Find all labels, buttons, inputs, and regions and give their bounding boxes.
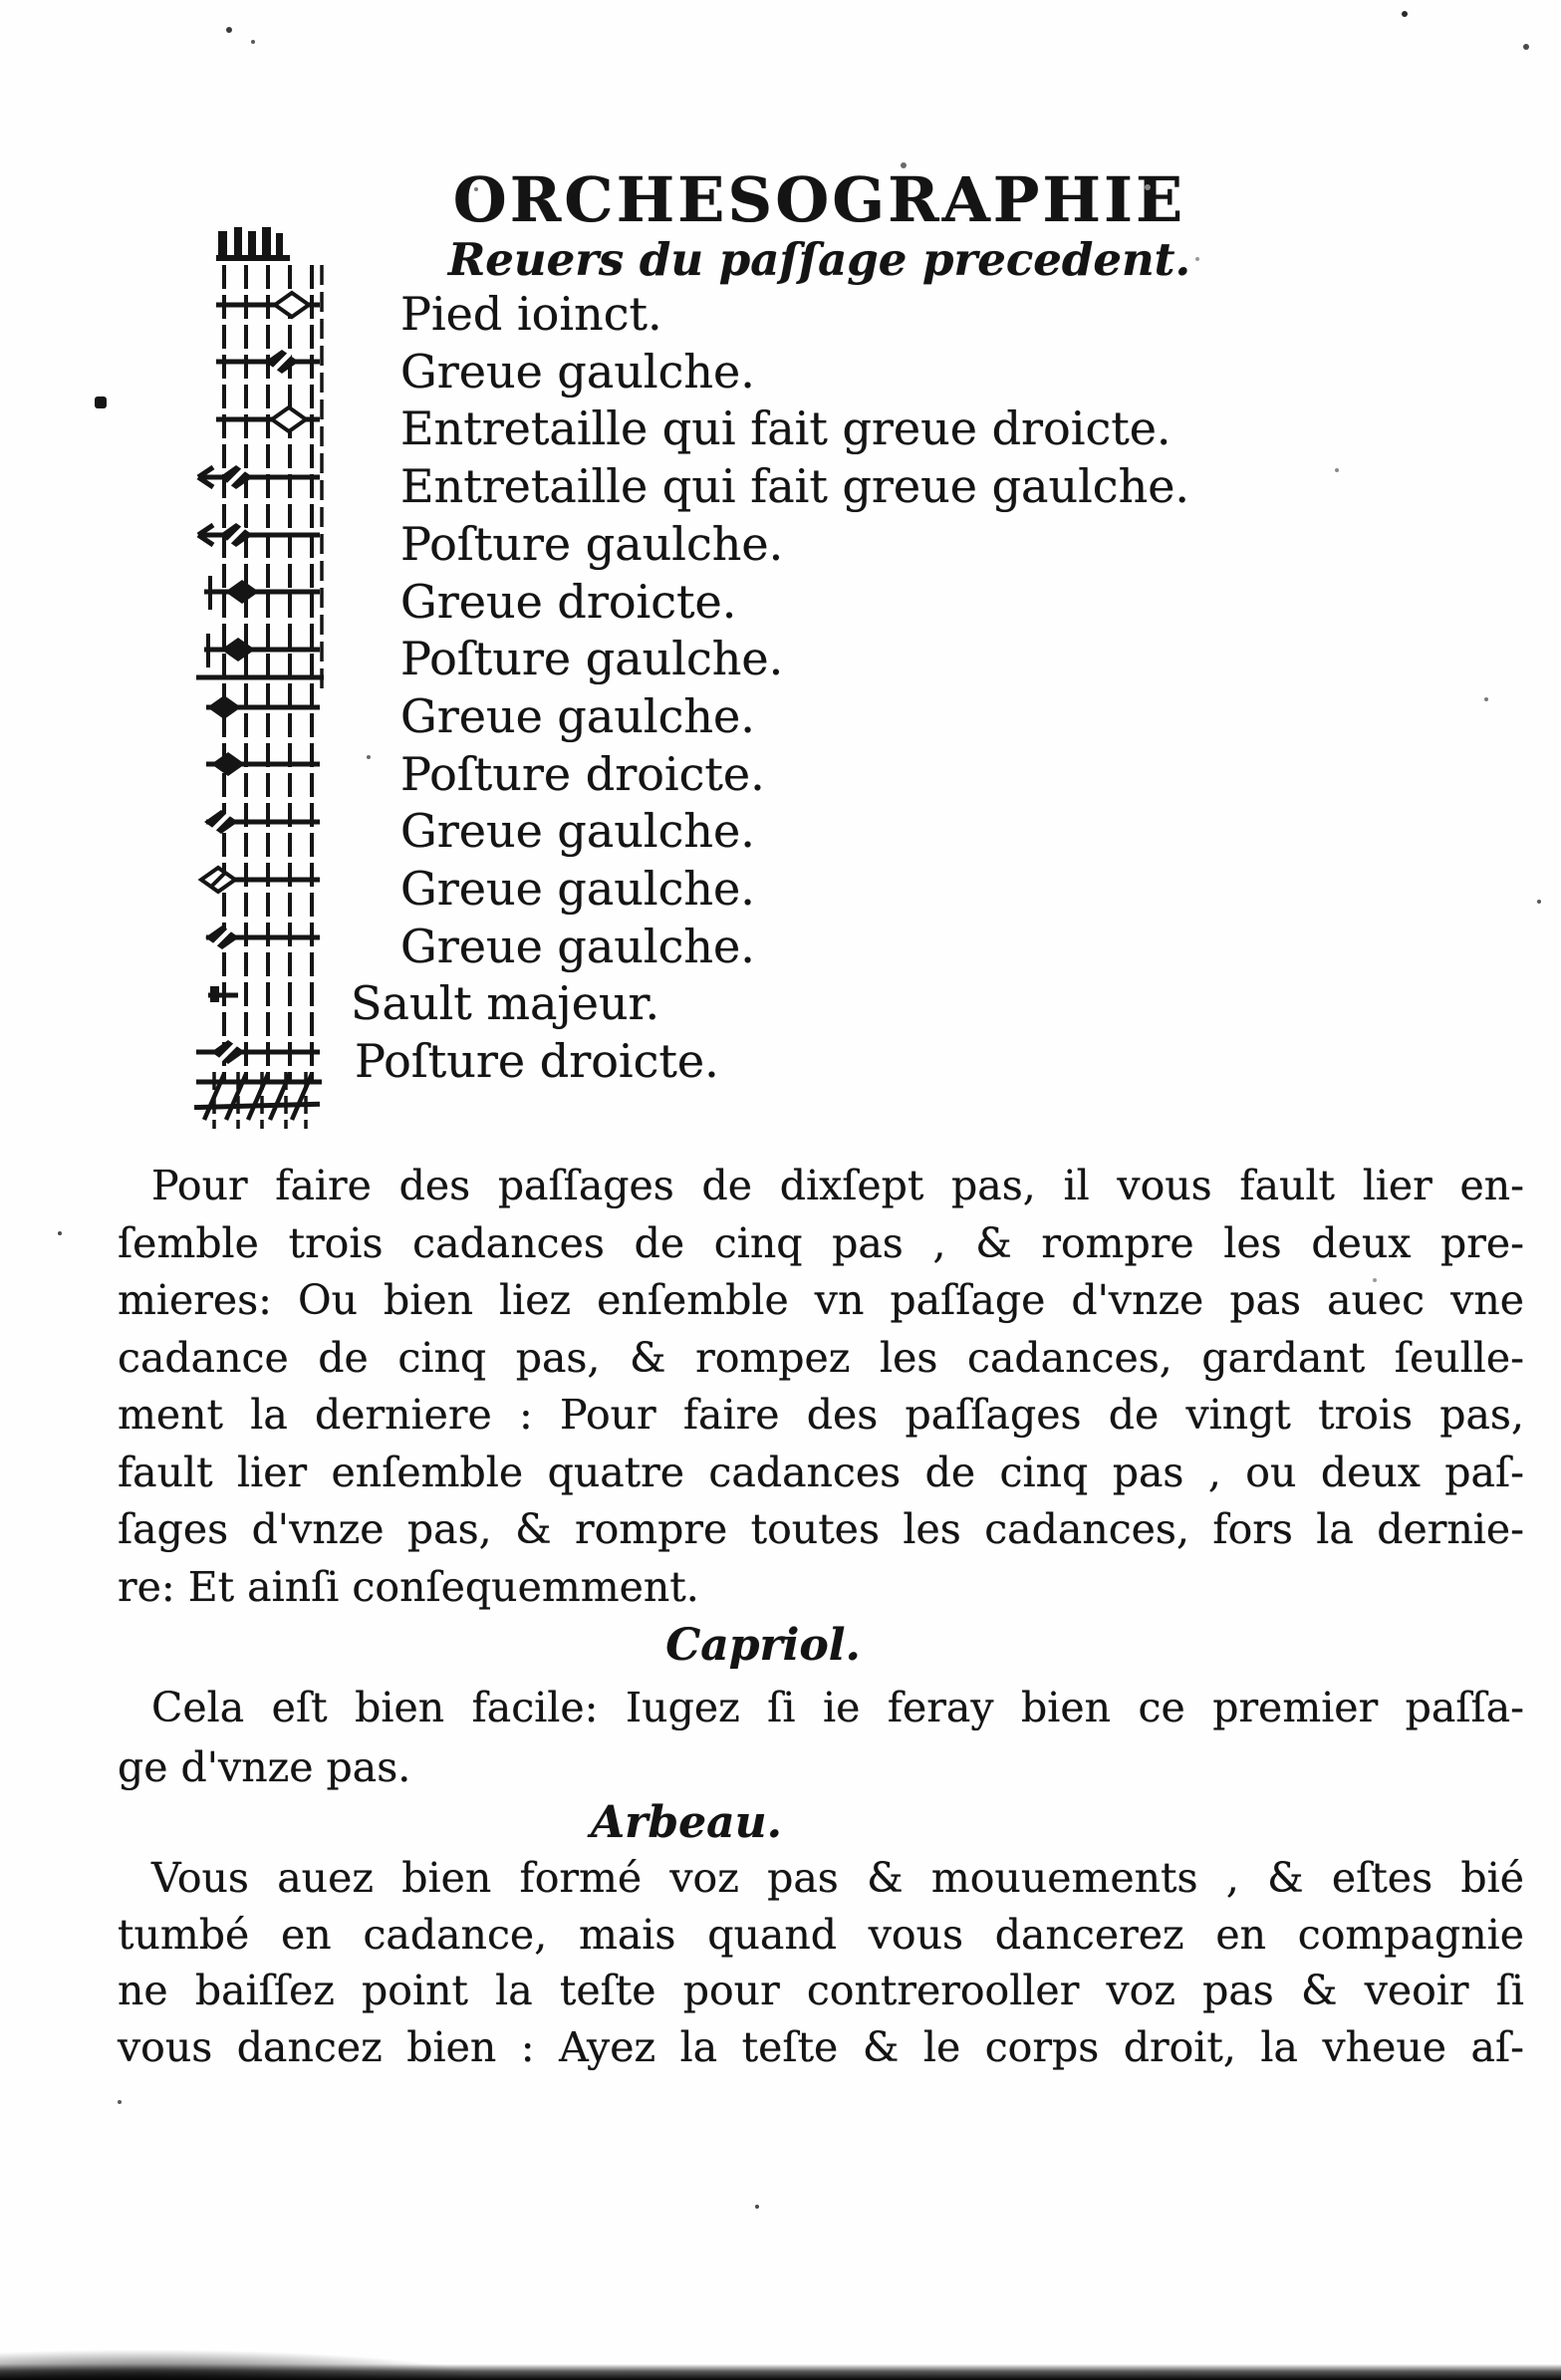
page-title: ORCHESOGRAPHIE: [452, 163, 1186, 236]
paragraph-passages: [118, 1158, 1524, 1616]
dance-step-list: [351, 286, 1190, 1091]
text-line: ge d'vnze pas.: [118, 1743, 411, 1791]
dance-tablature-staff: [194, 227, 324, 1139]
step-label: Entretaille qui fait greue gaulche.: [400, 459, 1190, 514]
step-label: Pied ioinct.: [400, 287, 662, 341]
paragraph-capriol-reply: [118, 1678, 1524, 1797]
step-label: Entretaille qui fait greue droicte.: [400, 401, 1171, 456]
step-label: Greue gaulche.: [400, 344, 755, 398]
speaker-capriol: Capriol.: [665, 1620, 861, 1671]
text-line: Vous auez bien formé voz pas & mouuements , & eſtes bié: [151, 1854, 1524, 1902]
step-label: Poſture gaulche.: [400, 632, 784, 686]
text-line: tumbé en cadance, mais quand vous dancerez en compagnie: [118, 1910, 1524, 1959]
section-subtitle: Reuers du paſſage precedent.: [447, 233, 1191, 286]
text-line: mieres: Ou bien liez enſemble vn paſſage d'vnze pas auec vne: [118, 1276, 1524, 1324]
scan-noise: [0, 0, 4, 4]
speaker-arbeau: Arbeau.: [591, 1797, 782, 1848]
step-label: Greue gaulche.: [400, 688, 755, 743]
text-line: fault lier enſemble quatre cadances de cinq pas , ou deux paſ-: [118, 1448, 1524, 1496]
scan-bottom-edge: [0, 2364, 1561, 2380]
step-label: Greue gaulche.: [400, 804, 755, 859]
text-line: ſemble trois cadances de cinq pas , & rompre les deux pre-: [118, 1218, 1524, 1267]
step-label: Poſture droicte.: [400, 746, 765, 801]
final-barline: [194, 1072, 322, 1129]
step-label: Greue droicte.: [400, 574, 737, 629]
text-line: ment la derniere : Pour faire des paſſages de vingt trois pas,: [118, 1391, 1524, 1439]
text-line: Pour faire des paſſages de dixſept pas, il vous fault lier en-: [151, 1162, 1524, 1209]
paragraph-arbeau-advice: [118, 1850, 1524, 2075]
step-label: Greue gaulche.: [400, 919, 755, 973]
text-line: re: Et ainſi conſequemment.: [118, 1562, 699, 1611]
margin-bullet: [95, 397, 107, 408]
step-label: Poſture gaulche.: [400, 516, 784, 571]
text-line: ne baiſſez point la teſte pour contrerooller voz pas & veoir ſi: [118, 1967, 1524, 2014]
text-line: Cela eſt bien facile: Iugez ſi ie feray bien ce premier paſſa-: [151, 1684, 1524, 1731]
text-line: cadance de cinq pas, & rompez les cadances, gardant ſeulle-: [118, 1333, 1524, 1382]
step-label: Poſture droicte.: [355, 1034, 719, 1089]
step-label: Sault majeur.: [351, 976, 660, 1031]
text-line: vous dancez bien : Ayez la teſte & le corps droit, la vheue aſ-: [118, 2022, 1524, 2071]
step-label: Greue gaulche.: [400, 862, 755, 917]
text-line: ſages d'vnze pas, & rompre toutes les cadances, fors la dernie-: [118, 1505, 1524, 1553]
clef-icon: [216, 227, 290, 261]
